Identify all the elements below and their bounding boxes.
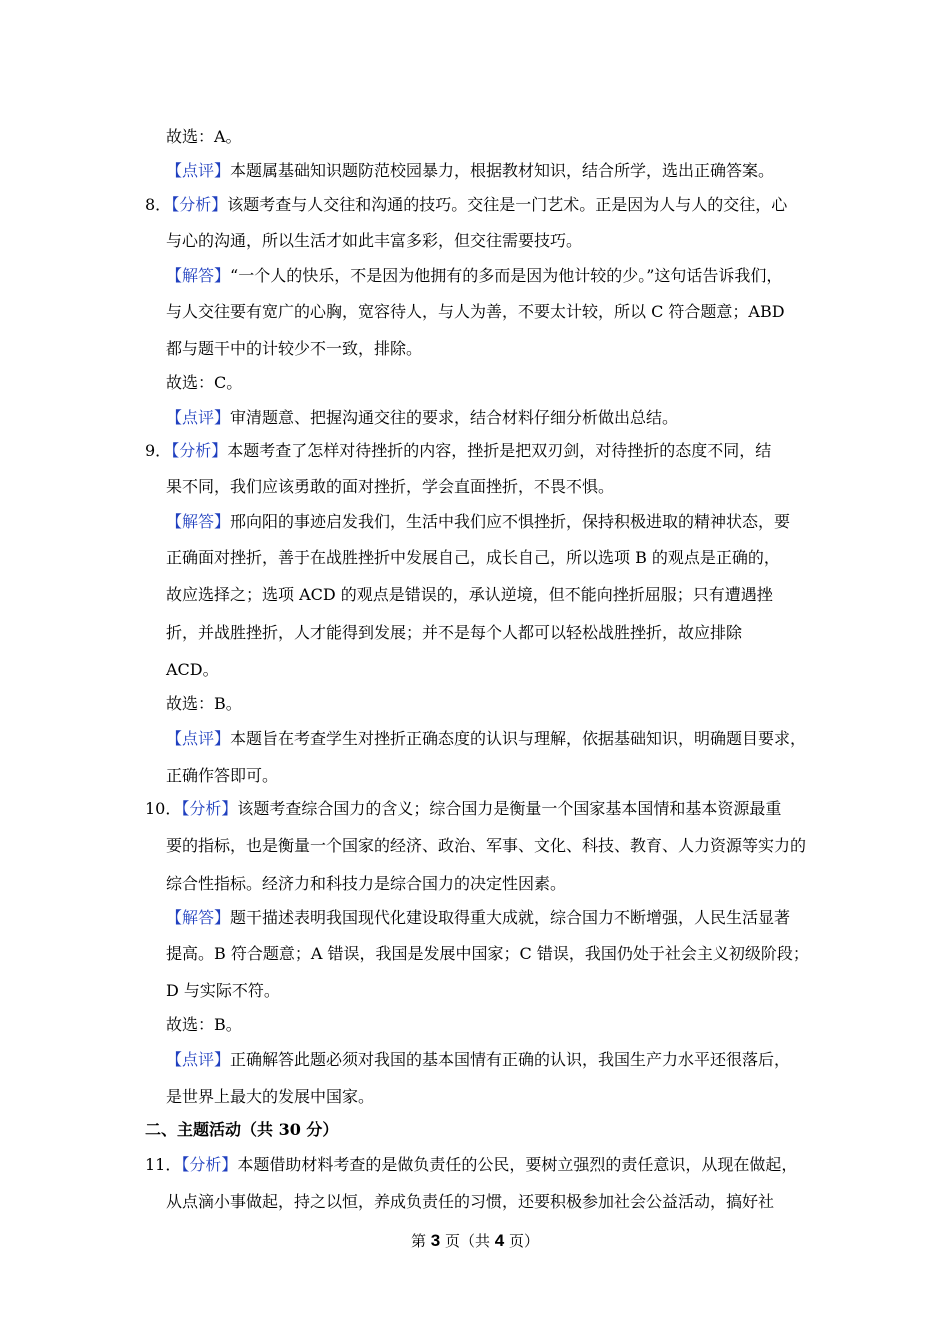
choice-line: 故选：A。 <box>166 127 242 146</box>
comment-tag: 【点评】 <box>166 1050 231 1069</box>
text-line: 正确面对挫折，善于在战胜挫折中发展自己，成长自己，所以选项 B 的观点是正确的， <box>166 548 780 567</box>
question-number: 8． <box>145 195 172 214</box>
text-line: 要的指标，也是衡量一个国家的经济、政治、军事、文化、科技、教育、人力资源等实力的 <box>166 836 807 855</box>
analysis-tag: 【分析】 <box>181 799 238 818</box>
text-line: 综合性指标。经济力和科技力是综合国力的决定性因素。 <box>166 874 567 893</box>
answer-line: 【解答】题干描述表明我国现代化建设取得重大成就，综合国力不断增强，人民生活显著 <box>166 908 791 927</box>
text-line: 与心的沟通，所以生活才如此丰富多彩，但交往需要技巧。 <box>166 231 583 250</box>
q8-analysis-line: 8．【分析】该题考查与人交往和沟通的技巧。交往是一门艺术。正是因为人与人的交往，心 <box>145 195 788 214</box>
choice-line: 故选：B。 <box>166 694 242 713</box>
q11-analysis-line: 11．【分析】本题借助材料考查的是做负责任的公民，要树立强烈的责任意识，从现在做起， <box>145 1155 798 1174</box>
page-footer: 第 3 页（共 4 页） <box>410 1231 540 1250</box>
text-line: 是世界上最大的发展中国家。 <box>166 1087 375 1106</box>
question-number: 10． <box>145 799 182 818</box>
comment-line: 【点评】本题旨在考查学生对挫折正确态度的认识与理解，依据基础知识，明确题目要求， <box>166 729 807 748</box>
text-line: 果不同，我们应该勇敢的面对挫折，学会直面挫折，不畏不惧。 <box>166 477 615 496</box>
answer-tag: 【解答】 <box>166 512 231 531</box>
analysis-tag: 【分析】 <box>171 441 228 460</box>
question-number: 11． <box>145 1155 182 1174</box>
q10-analysis-line: 10．【分析】该题考查综合国力的含义；综合国力是衡量一个国家基本国情和基本资源最重 <box>145 799 782 818</box>
text-line: 故应选择之；选项 ACD 的观点是错误的，承认逆境，但不能向挫折屈服；只有遭遇挫 <box>166 585 773 604</box>
choice-line: 故选：C。 <box>166 373 243 392</box>
total-pages: 4 <box>494 1231 505 1250</box>
section-heading: 二、主题活动（共 30 分） <box>145 1120 339 1139</box>
choice-line: 故选：B。 <box>166 1015 242 1034</box>
text-line: 从点滴小事做起，持之以恒，养成负责任的习惯，还要积极参加社会公益活动，搞好社 <box>166 1192 775 1211</box>
analysis-tag: 【分析】 <box>171 195 228 214</box>
question-number: 9． <box>145 441 172 460</box>
text-line: 正确作答即可。 <box>166 766 279 785</box>
text-line: D 与实际不符。 <box>166 981 280 1000</box>
answer-tag: 【解答】 <box>166 908 231 927</box>
text-line: 与人交往要有宽广的心胸，宽容待人，与人为善，不要太计较，所以 C 符合题意；ABD <box>166 302 785 321</box>
page-number: 3 <box>430 1231 441 1250</box>
comment-line: 【点评】正确解答此题必须对我国的基本国情有正确的认识，我国生产力水平还很落后， <box>166 1050 791 1069</box>
analysis-tag: 【分析】 <box>181 1155 238 1174</box>
comment-tag: 【点评】 <box>166 161 231 180</box>
comment-line: 【点评】本题属基础知识题防范校园暴力，根据教材知识，结合所学，选出正确答案。 <box>166 161 775 180</box>
text-line: 提高。B 符合题意；A 错误，我国是发展中国家；C 错误，我国仍处于社会主义初级阶段； <box>166 944 809 963</box>
text-line: 折，并战胜挫折，人才能得到发展；并不是每个人都可以轻松战胜挫折，故应排除 <box>166 623 743 642</box>
comment-line: 【点评】审清题意、把握沟通交往的要求，结合材料仔细分析做出总结。 <box>166 408 679 427</box>
answer-tag: 【解答】 <box>166 266 231 285</box>
text-line: 都与题干中的计较少不一致，排除。 <box>166 339 423 358</box>
q9-analysis-line: 9．【分析】本题考查了怎样对待挫折的内容，挫折是把双刃剑，对待挫折的态度不同，结 <box>145 441 772 460</box>
text-line: ACD。 <box>166 660 219 679</box>
answer-line: 【解答】邢向阳的事迹启发我们，生活中我们应不惧挫折，保持积极进取的精神状态，要 <box>166 512 791 531</box>
comment-tag: 【点评】 <box>166 408 231 427</box>
answer-line: 【解答】“一个人的快乐，不是因为他拥有的多而是因为他计较的少。”这句话告诉我们， <box>166 266 783 285</box>
comment-tag: 【点评】 <box>166 729 231 748</box>
